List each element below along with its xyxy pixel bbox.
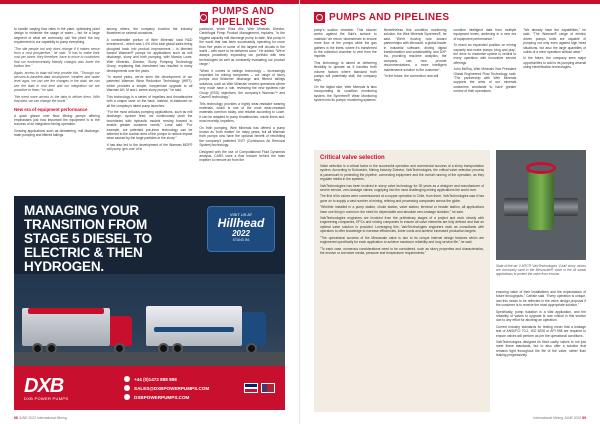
badge-visit-text: VISIT US AT	[229, 212, 253, 217]
paragraph: The first of its valves were commissioned at a copper operation in Chile, from there, ValvTechnologies saw it has gone on to supply a vast number of mining, refining and processing companies across the globe.	[320, 194, 484, 203]
article-column-1	[314, 28, 377, 146]
box-continuation-column	[496, 290, 586, 360]
badge-event-name: Hillhead	[217, 216, 265, 230]
paragraph: On the digital side, Weir Minerals is also incorporating its condition monitoring system, the Synertrex® Wear Monitoring system into its pumps' monitoring systems.	[314, 84, 377, 103]
paragraph: "Whether installed in a pump station, choke station, valve station, terminal or header station, all applications have one thing in common: the need for dependable and absolute zero-leakage isolation," he said.	[320, 205, 484, 214]
paragraph: This technology provides a highly wear-resistant wearing materials, which is one of the most wear-resistant materials common today, and reliable according to Lowe. It can be adapted to pump throatbushes, volute liners and, most recently, impellers.	[199, 101, 286, 124]
paragraph: This technology is a series of impellers and throatbushes with a unique vane on the back. Instead, re-balanced on all the company's latest pump launches.	[106, 94, 193, 108]
phone-icon	[124, 376, 130, 382]
paragraph: It has also led to the development of the Warman MDF® mill pump 'gen-one' of in	[106, 142, 193, 152]
paragraph: Valve selection is a critical factor in the successful operation and commercial success of a slurry transportation system. According to Schroeder, Mining Industry Director, ValvTechnologies, the critical valve selection process is paramount in protecting the pipeline, connecting equipment and the overall running of the operation, as they regulate media in the systems.	[320, 164, 484, 182]
article-column-2	[107, 27, 193, 192]
paragraph: ensuring value of their installations and the expectations of future throughputs," Carlisle said. "Every operation is unique, and this needs to be reflected in the valve design proposal if the customer is to receive the most appropriate solution."	[496, 290, 586, 308]
article-column-3	[199, 27, 285, 192]
article-column-1	[14, 27, 100, 192]
right-page	[300, 0, 600, 424]
section-label: PUMPS AND PIPELINES	[329, 11, 450, 23]
article-columns	[14, 27, 285, 192]
dxb-logo: DXB DXB POWER PUMPS	[24, 374, 69, 401]
top-accent-bar	[300, 0, 600, 4]
paragraph: ValvTechnologies designed its fixed cavity valves to not just meet these standards, but to also offer a solution that remains tight throughout the life of the valve, rather than leaking progressively.	[496, 340, 586, 358]
us-flag-icon	[261, 383, 275, 393]
paragraph: Nevertheless this condition monitoring solution, the Weir Minerals Synertrex®, he said. "We're moving now toward partnerships with Microsoft, a global leader in industrial software, driving digital transformation and sustainability, and DXP Inc, providing real-time analytics, the company can now provide recommendations, a more intelligent maintenance solution to the customer".	[383, 28, 447, 72]
critical-valve-box	[314, 150, 490, 412]
section-tag-icon	[314, 12, 325, 23]
paragraph: "For the most arduous pumping applications, such as mill discharge, cyclone feed, we continuously push the boundaries with hydraulic models moving forward to enable greater customer needs," Lowe said. "For example, our patented pre-inner technology can be adhered to the suction area of the pumps to reduce impact wear caused by the large particles in the slurry."	[106, 109, 193, 141]
ad-email[interactable]: SALES@DXBPOWERPUMPS.COM	[124, 385, 209, 391]
box-title: Critical valve selection	[320, 155, 385, 161]
email-icon	[124, 385, 130, 391]
paragraph: A considerable portion of Weir Minerals' total R&D investment – which was 1.4% of its total global sales being ploughed back into product improvement – is directed toward Warman® pumps for applications such as mill discharge, slurry and froth pumping, with Marcus Lowe, Weir Minerals, Director, Slurry Pumping Technology Group, explaining that investment has resulted in many developments over the years.	[106, 37, 193, 73]
paragraph: "We already have the capabilities," he said. "The Warman® range of electric driven pumps units are capable of pumping not only even against high head situations, but also the large quantities of solids of a mine operation without wear."	[523, 28, 586, 55]
section-label: PUMPS AND PIPELINES	[211, 6, 275, 28]
globe-icon	[124, 394, 130, 400]
paragraph: "The site people not only does change if it makes sense from a cost perspective," he said. "It has to make their cost per tonne, they therefore, have to move to customers that our environmentally friendly changes also lower the bottom line."	[14, 46, 100, 69]
subheading: New era of equipment performance	[14, 106, 88, 112]
ad-phone[interactable]: +44 (0)1472 888 888	[124, 376, 209, 382]
paragraph: John McRoy, Weir Minerals Vice President Global Engineered Flow Technology, said: "The partnership with Weir Minerals supports the aims of our minerals customers worldwide to have greater control of their operations.	[453, 67, 517, 94]
paragraph: ValvTechnologies engineers are involved from the preliminary stages of a project and work closely with engineering companies, EPCs and mining companies to ensure all valve elements are fully defined and that an optimal valve solution is provided. Leveraging this, ValvTechnologies engineers work as consultants with operators to offer knowledge to increase efficiencies, lower costs and achieve increased production targets.	[320, 216, 484, 234]
paragraph: Again, access to data will help provide this. "Through our sensors-to-baseline-data smartphone, weather and water level apps, we can see the changes in the data, we can see the data in real time and our integration we are proactive to them," he said.	[14, 70, 100, 93]
paragraph: "When it comes to tailings technology – increasingly important for mining companies – our range of slurry pumps and thickener discharge and filtered tailings solutions, such as Weir Minerals' newest operations where very much have a role, reviewing the new systems rule Group (ESG) objectives, the company's Warman™ and Cavex® technology."	[199, 68, 286, 100]
article-column-3	[454, 28, 517, 146]
article-columns	[314, 28, 586, 146]
paragraph: particular, which Elisa Alie, Weir Minerals Director, Centrifugal Pump Product Management, explains, "is the biggest capacity mill discharge pump to date, first pump in the world that has been successfully operating for more than five years in some of the largest mill circuits in the world – with more to be delivered soon." He added: "We're always proactively expanding our portfolio with new technologies as well as constantly evaluating our product range."	[199, 27, 286, 67]
paragraph: combine intelligent data from multiple equipment levels, achieving in a new era of equipment performance."	[453, 28, 517, 41]
ad-flags	[244, 383, 275, 393]
page-footer: 68 JUNE 2022 International Mining	[14, 416, 67, 420]
paragraph: Designed with the use of Computational Fluid Dynamics analysis, CARS uses a flow inducer behind the main impeller to remove air from the	[199, 149, 286, 163]
hillhead-badge	[207, 206, 275, 252]
section-header	[314, 9, 449, 25]
badge-stand: STAND B6	[232, 238, 250, 242]
paragraph: A quick glance over New Mining pumps offering emphasises just how important the equipment is to the success of an integrated mining operation.	[14, 113, 100, 127]
paragraph: In the future, the company sees major opportunities to add to its pumping arsenal using electrification technologies.	[523, 56, 586, 70]
section-tag-icon	[200, 12, 208, 23]
valve-handwheel	[526, 162, 556, 174]
paragraph: to handle varying flow rates in the plant, optimising plant design to minimise the usage of water – but for a large segment of what we commonly call 'the plant' the key requirement is our capability to pump everything.	[14, 27, 100, 45]
paragraph: "To each case, numerous considerations need to be considered, such as slurry properties and characteristics, the erosive or corrosive media, pressure and temperature requirements."	[320, 246, 484, 255]
paragraph: Current industry standards for testing mean that a leakage test of ANSI/FCI 70-2, ISO 5208 or API 598 are required to ensure valves will perform as per the operational conditions.	[496, 324, 586, 338]
paragraph: ValvTechnologies has been involved in slurry valve technology for 35 years as a designer and manufacturer of severe service, zero-leakage valves, supplying into the most challenging mining applications the world over.	[320, 183, 484, 193]
paragraph: This technology is aimed at delivering flexibility to operate as it handles froth volume factors where standard froth pumps will potentially stall, the company says.	[314, 60, 377, 83]
paragraph: On froth pumping, Weir Minerals has offered a pump known as 'froth master' for many years, but all Warman froth pumps now have the optional benefit of retrofitting the company's patented 'INTI' (Continuous Air Removal System) technology.	[199, 125, 286, 148]
ad-footer	[14, 366, 285, 410]
page-footer: International Mining JUNE 2022 69	[533, 416, 586, 420]
ad-contact-list	[124, 376, 209, 400]
pump-units-image	[14, 274, 285, 366]
paragraph: "We need more access to the data to deliver them. With that data, we can change the world."	[14, 94, 100, 104]
paragraph: "In the future, the connection now will	[383, 74, 439, 79]
pump-trailer-illustration	[22, 294, 132, 354]
article-column-2	[384, 28, 447, 146]
pump-truck-illustration	[146, 292, 266, 354]
ad-headline: MANAGING YOUR TRANSITION FROM STAGE 5 DIESEL TO ELECTRIC & THEN HYDROGEN.	[24, 203, 152, 274]
paragraph: Growing applications such as dewatering, mill discharge, trash pumping and filtered tailings	[14, 128, 100, 138]
article-column-4	[523, 28, 586, 146]
paragraph: Specifically, pump isolation is a vital application, and the reliability of valves to upgrade is now critical in this section due to any effort for aborting an operation.	[496, 309, 586, 323]
box-body	[320, 164, 484, 255]
ground	[14, 352, 285, 366]
dxb-advert[interactable]	[14, 196, 285, 410]
valve-body	[528, 172, 554, 230]
photo-caption: State-of-the-art V-MTC® ValvTechnologies V-ball slurry valves are commonly used in the Mesoscale® valve in the oil sands applications to protect the valve from erosion.	[496, 264, 586, 277]
paragraph: pump's suction chamber. This inducer works against the fluid's surface to maintain 'air return' downstream to ensure more flow of the pumps while the gas gathers in the inlets, where it's transferred to the collection chamber to vent from the impeller.	[314, 28, 377, 59]
top-accent-bar	[0, 0, 299, 4]
paragraph: among others, the company touches the industry flowsheet on several occasions.	[106, 27, 193, 36]
uk-flag-icon	[244, 383, 258, 393]
paragraph: To reach an expanded position on mining capacity and make pumps 'plug and play', the drive to maximise uptime is central to every operation with innovative service offerings.	[453, 43, 517, 65]
ad-website[interactable]: DXBPOWERPUMPS.COM	[124, 394, 209, 400]
valve-photo	[496, 150, 586, 260]
badge-year: 2022	[232, 229, 250, 238]
section-header	[200, 6, 299, 28]
paragraph: "In recent years, we've seen the development of our patented Warman Wear Reduction Technology (WRT), which provides a simple, inexpensive upgrade to all Warman AH, M and L series slurry pumps," he said.	[106, 75, 193, 93]
paragraph: "The operational success of the Mesoscale valve is due to its unique internal design features which are engineered specifically for each application to achieve maximum reliability and long service life," he said.	[320, 235, 484, 245]
